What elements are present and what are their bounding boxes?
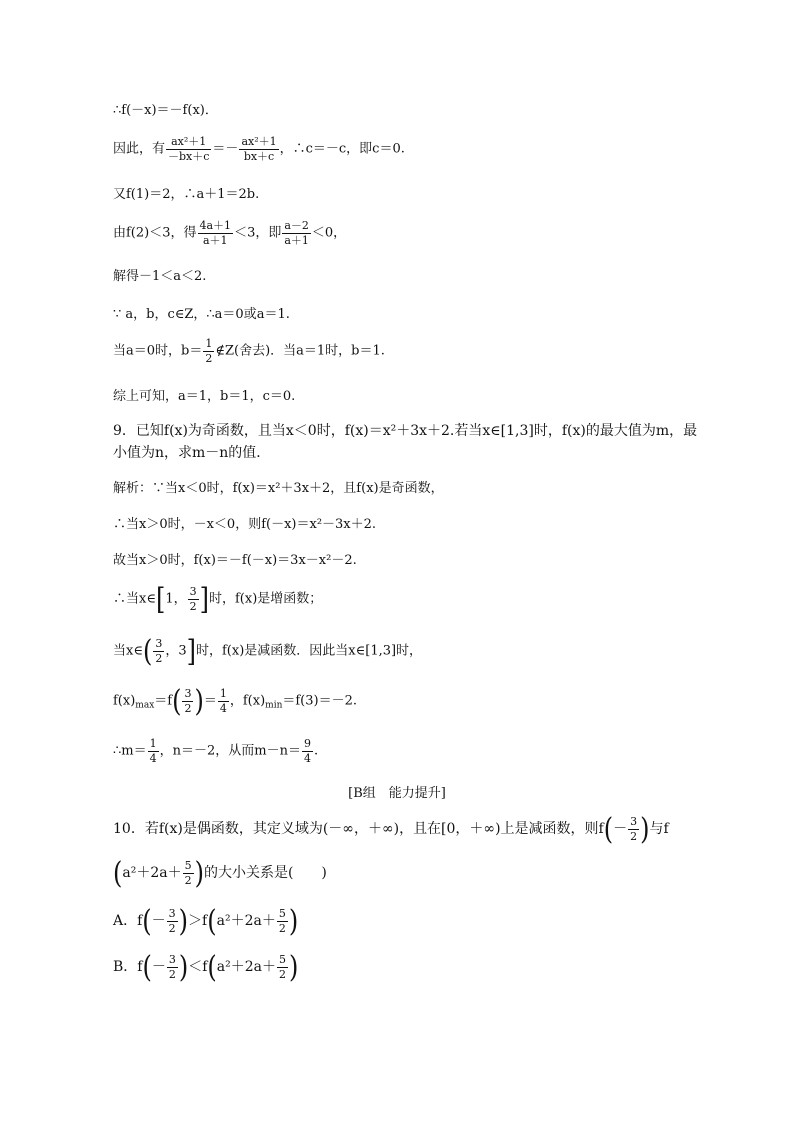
fraction: $\frac{9}{4}$	[303, 737, 311, 765]
q9-stem-line-2: 小值为n，求m－n的值．	[113, 445, 271, 461]
fraction: $\frac{1}{2}$	[205, 337, 213, 365]
q9-solution-line-3: 故当x＞0时，f(x)＝－f(－x)＝3x－x²－2.	[113, 553, 357, 568]
fraction: $\frac{\text{ax²＋1}}{bx+c}$	[241, 135, 277, 163]
q9-solution-line-2: ∴当x＞0时，－x＜0，则f(－x)＝x²－3x＋2.	[113, 517, 377, 532]
prev-line-5: 解得－1＜a＜2.	[113, 269, 207, 284]
prev-line-7: 当a＝0时，b＝ $\frac{1}{2}$ ∉Z(舍去)．当a＝1时，b＝1.	[113, 337, 385, 365]
fraction: $\frac{5}{2}$	[279, 953, 287, 981]
fraction: $\frac{3}{2}$	[155, 637, 163, 665]
fraction: $\frac{3}{2}$	[184, 687, 192, 715]
section-heading: [B组 能力提升]	[348, 786, 446, 801]
fraction: $\frac{5}{2}$	[278, 907, 286, 935]
fraction: $\frac{4a+1}{a+1}$	[199, 219, 232, 247]
q9-solution-line-1: 解析：∵当x＜0时，f(x)＝x²＋3x＋2，且f(x)是奇函数，	[113, 481, 444, 496]
q9-solution-line-6: $f(x)_{max}=f$( $\frac{3}{2}$ )＝ $\frac{1}{4}$ ，$f(x)_{min}=f(3)=-2$.	[113, 683, 358, 719]
prev-line-4: 由f(2)＜3，得 $\frac{4a+1}{a+1}$ ＜3，即 $\frac{a-2}{a+1}$ ＜0，	[113, 219, 347, 247]
q10-option-b: B．f(－ $\frac{3}{2}$ )＜f(a²＋2a＋ $\frac{5}{2}$ )	[113, 949, 299, 985]
prev-line-8: 综上可知，a＝1，b＝1，c＝0.	[113, 389, 296, 404]
fraction: $\frac{3}{2}$	[168, 907, 176, 935]
q9-solution-line-5: 当x∈( $\frac{3}{2}$ ，3]时，f(x)是减函数．因此当x∈[1,3]时，	[113, 633, 423, 669]
fraction: $\frac{3}{2}$	[630, 815, 638, 843]
fraction: $\frac{3}{2}$	[168, 953, 176, 981]
fraction: $\frac{3}{2}$	[189, 585, 197, 613]
q9-stem-line-1: 9．已知f(x)为奇函数，且当x＜0时，f(x)＝x²＋3x＋2.若当x∈[1,3]时，f(x)的最大值为m，最	[113, 423, 698, 439]
prev-line-6: ∵ a，b，c∈Z，∴a＝0或a＝1.	[113, 307, 290, 322]
fraction: $\frac{a-2}{a+1}$	[284, 219, 309, 247]
prev-line-3: 又f(1)＝2，∴a＋1＝2b.	[113, 187, 260, 202]
prev-line-1: ∴f(－x)＝－f(x)．	[113, 103, 218, 118]
prev-line-2: 因此，有 $\frac{\text{ax²＋1}}{-bx+c}$ ＝－ $\frac{\text{ax²＋1}}{bx+c}$ ，∴c＝－c，即c＝0.	[113, 135, 405, 163]
q10-stem-line-1: 10．若f(x)是偶函数，其定义域为(－∞，＋∞)，且在[0，＋∞)上是减函数，则f(－ $\frac{3}{2}$ )与f	[113, 811, 669, 847]
fraction: $\frac{\text{ax²＋1}}{-bx+c}$	[168, 135, 210, 163]
fraction: $\frac{1}{4}$	[219, 687, 227, 715]
q9-solution-line-4: ∴当x∈[1， $\frac{3}{2}$ ]时，f(x)是增函数；	[113, 581, 323, 617]
q10-stem-line-2: (a²＋2a＋ $\frac{5}{2}$ )的大小关系是( )	[113, 855, 327, 891]
fraction: $\frac{5}{2}$	[184, 859, 192, 887]
fraction: $\frac{1}{4}$	[149, 737, 157, 765]
q10-option-a: A．f(－ $\frac{3}{2}$ )＞f(a²＋2a＋ $\frac{5}{2}$ )	[113, 903, 299, 939]
q9-solution-line-7: ∴m＝ $\frac{1}{4}$ ，n＝－2，从而m－n＝ $\frac{9}{4}$ .	[113, 737, 319, 765]
